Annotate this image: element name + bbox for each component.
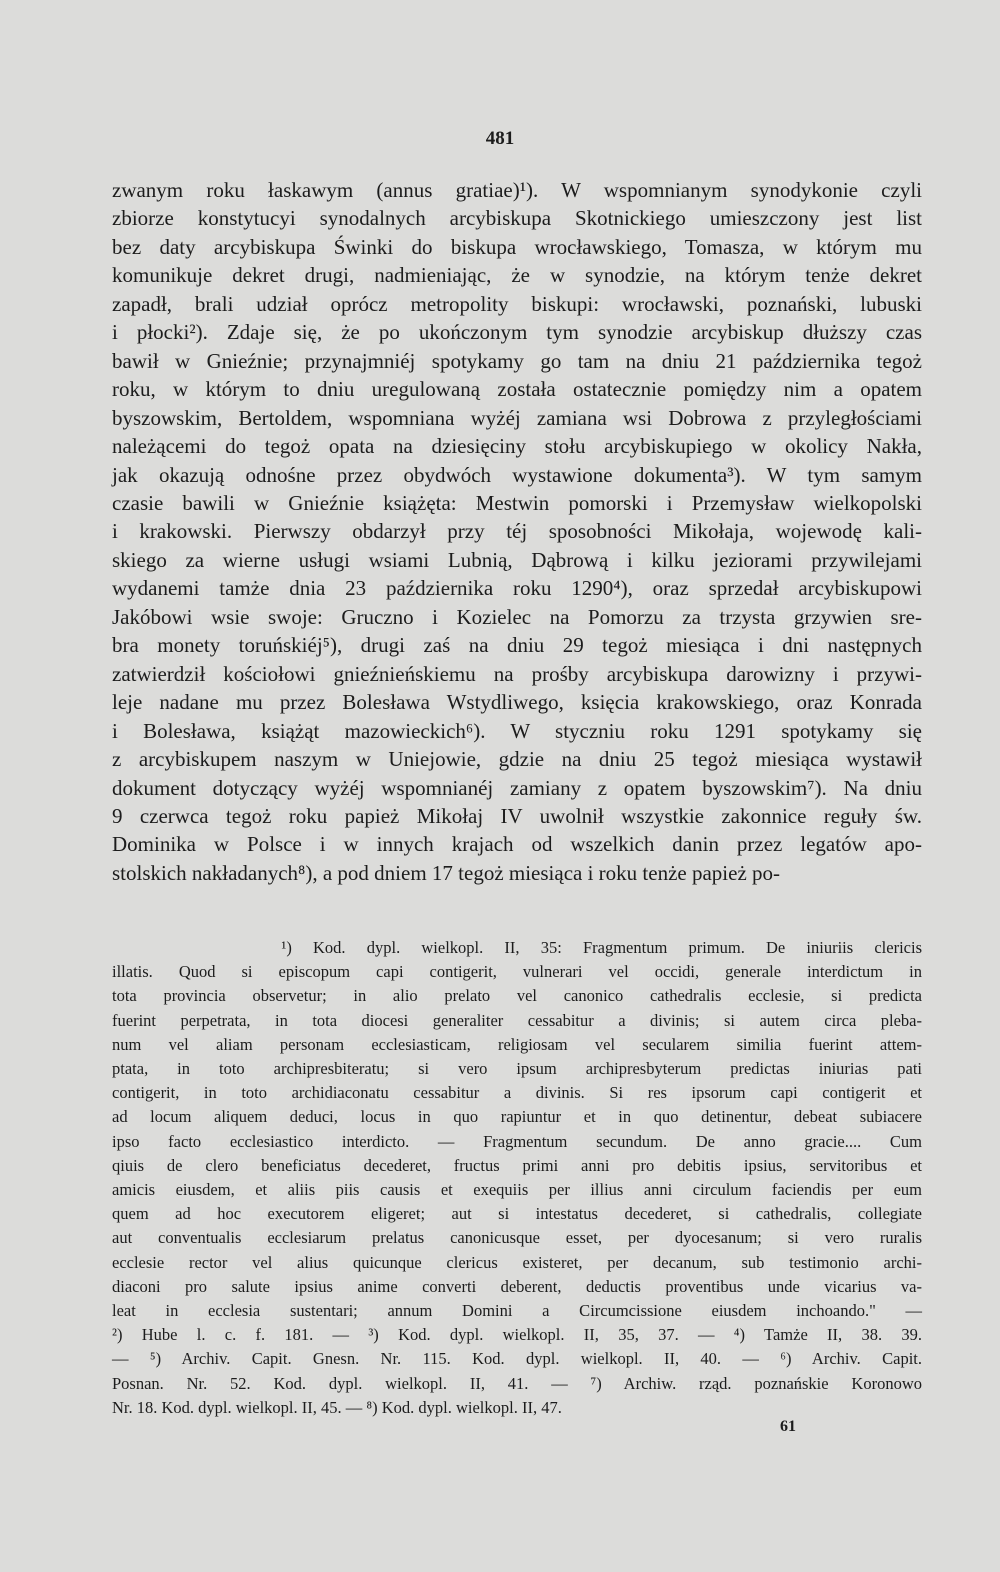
body-line: dokument dotyczący wyżéj wspomnianéj zamiany z opatem byszowskim⁷). Na dniu xyxy=(112,775,922,800)
body-line: jak okazują odnośne przez obydwóch wystawione dokumenta³). W tym samym xyxy=(112,462,922,487)
body-line: i płocki²). Zdaje się, że po ukończonym tym synodzie arcybiskup dłuższy czas xyxy=(112,320,922,345)
footnote-line: ipso facto ecclesiastico interdicto. — Fragmentum secundum. De anno gracie.... Cum xyxy=(112,1131,922,1151)
footnote-line: ptata, in toto archipresbiteratu; si vero ipsum archipresbyterum predictas iniurias pati xyxy=(112,1059,922,1079)
body-line: roku, w którym to dniu uregulowaną została ostatecznie pomiędzy nim a opatem xyxy=(112,377,922,402)
body-line: leje nadane mu przez Bolesława Wstydliwego, księcia krakowskiego, oraz Konrada xyxy=(112,690,922,715)
footnote-line: qiuis de clero beneficiatus decederet, fructus primi anni pro debitis ipsius, servitoribus et xyxy=(112,1155,922,1175)
body-line: bra monety toruńskiéj⁵), drugi zaś na dniu 29 tegoż miesiąca i dni następnych xyxy=(112,633,922,658)
page-number: 481 xyxy=(485,128,515,149)
footnote-line: illatis. Quod si episcopum capi contigerit, vulnerari vel occidi, generale interdictum in xyxy=(112,962,922,982)
body-line: czasie bawili w Gnieźnie książęta: Mestwin pomorski i Przemysław wielkopolski xyxy=(112,490,922,515)
body-line: zbiorze konstytucyi synodalnych arcybiskupa Skotnickiego umieszczony jest list xyxy=(112,206,922,231)
footnote-line: fuerint perpetrata, in tota diocesi generaliter cessabitur a divinis; si autem circa pleba- xyxy=(112,1010,922,1030)
body-line: bawił w Gnieźnie; przynajmniéj spotykamy go tam na dniu 21 października tegoż xyxy=(112,348,922,373)
body-line: stolskich nakładanych⁸), a pod dniem 17 tegoż miesiąca i roku tenże papież po- xyxy=(112,860,781,885)
body-line: zatwierdził kościołowi gnieźnieńskiemu na prośby arcybiskupa darowizny i przywi- xyxy=(112,661,922,686)
body-line: wydanemi tamże dnia 23 października roku 1290⁴), oraz sprzedał arcybiskupowi xyxy=(112,576,922,601)
body-line: Jakóbowi wsie swoje: Gruczno i Kozielec na Pomorzu za trzysta grzywien sre- xyxy=(112,604,922,629)
footnote-line: ad locum aliquem deduci, locus in quo rapiuntur et in quo detinentur, debeat subiacere xyxy=(112,1107,922,1127)
footnote-line: tota provincia observetur; in alio prelato vel canonico cathedralis ecclesie, si predicta xyxy=(112,986,922,1006)
body-line: zwanym roku łaskawym (annus gratiae)¹). W wspomnianym synodykonie czyli xyxy=(112,178,922,202)
footnote-line: ¹) Kod. dypl. wielkopl. II, 35: Fragmentum primum. De iniuriis clericis xyxy=(112,938,922,957)
footnote-line: Nr. 18. Kod. dypl. wielkopl. II, 45. — ⁸) Kod. dypl. wielkopl. II, 47. xyxy=(112,1397,562,1417)
footnote-line: num vel aliam personam ecclesiasticam, religiosam vel secularem similia fuerint attem- xyxy=(112,1034,922,1054)
footnotes xyxy=(112,936,922,1420)
body-line: i krakowski. Pierwszy obdarzył przy téj sposobności Mikołaja, wojewodę kali- xyxy=(112,519,922,544)
body-line: i Bolesława, książąt mazowieckich⁶). W styczniu roku 1291 spotykamy się xyxy=(112,718,922,743)
footnote-line: Posnan. Nr. 52. Kod. dypl. wielkopl. II, 41. — ⁷) Archiw. rząd. poznańskie Koronowo xyxy=(112,1373,922,1393)
body-line: komunikuje dekret drugi, nadmieniając, że w synodzie, na którym tenże dekret xyxy=(112,263,922,288)
footnote-line: amicis eiusdem, et aliis piis causis et exequiis per illius anni circulum faciendis per eum xyxy=(112,1180,922,1200)
body-text xyxy=(112,176,922,887)
body-line: Dominika w Polsce i w innych krajach od wszelkich danin przez legatów apo- xyxy=(112,832,922,857)
footnote-line: aut conventualis ecclesiarum prelatus canonicusque esset, per dyocesanum; si vero ruralis xyxy=(112,1228,922,1248)
footnote-line: — ⁵) Archiv. Capit. Gnesn. Nr. 115. Kod. dypl. wielkopl. II, 40. — ⁶) Archiv. Capit. xyxy=(112,1349,922,1369)
body-line: bez daty arcybiskupa Świnki do biskupa wrocławskiego, Tomasza, w którym mu xyxy=(112,234,922,259)
footnote-line: ecclesie rector vel alius quicunque clericus existeret, per decanum, sub testimonio archi- xyxy=(112,1252,922,1272)
body-line: 9 czerwca tegoż roku papież Mikołaj IV uwolnił wszystkie zakonnice reguły św. xyxy=(112,803,922,828)
footnote-line: quem ad hoc executorem eligeret; aut si intestatus decederet, si cathedralis, collegiate xyxy=(112,1204,922,1224)
body-line: należącemi do tegoż opata na dziesięciny stołu arcybiskupiego w okolicy Nakła, xyxy=(112,434,922,459)
body-line: skiego za wierne usługi wsiami Lubnią, Dąbrową i kilku jeziorami przywilejami xyxy=(112,547,922,572)
footnote-line: ²) Hube l. c. f. 181. — ³) Kod. dypl. wielkopl. II, 35, 37. — ⁴) Tamże II, 38. 39. xyxy=(112,1325,922,1345)
body-line: byszowskim, Bertoldem, wspomniana wyżéj zamiana wsi Dobrowa z przyległościami xyxy=(112,405,922,430)
body-line: z arcybiskupem naszym w Uniejowie, gdzie na dniu 25 tegoż miesiąca wystawił xyxy=(112,747,922,772)
body-line: zapadł, brali udział oprócz metropolity biskupi: wrocławski, poznański, lubuski xyxy=(112,291,922,316)
footnote-line: diaconi pro salute ipsius anime converti deberent, deductis proventibus unde vicarius va- xyxy=(112,1276,922,1296)
footnote-line: contigerit, in toto archidiaconatu cessabitur a divinis. Si res ipsorum capi contigerit et xyxy=(112,1083,922,1103)
footnote-line: leat in ecclesia sustentari; annum Domini a Circumcissione eiusdem inchoando." — xyxy=(112,1301,922,1321)
printer-signature: 61 xyxy=(780,1418,796,1435)
